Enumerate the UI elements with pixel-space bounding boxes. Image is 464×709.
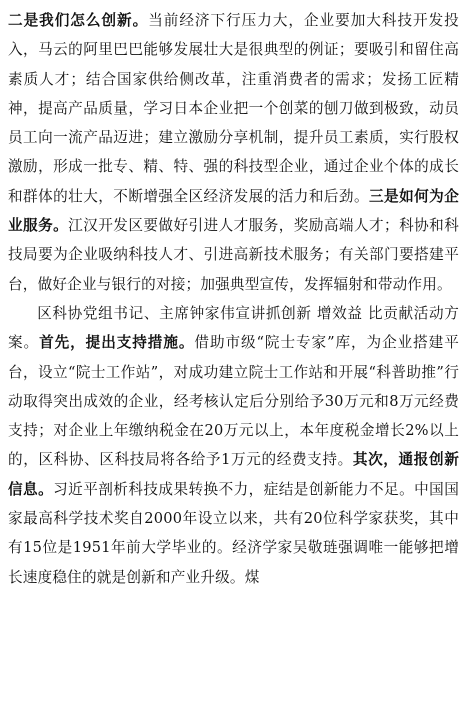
heading-run-innovation-info: 其次，通报创新信息。	[8, 451, 459, 498]
paragraph-2	[8, 299, 459, 592]
heading-run-support-measures: 首先，提出支持措施。	[39, 334, 195, 352]
text-run: 借助市级“院士专家”库，为企业搭建平台，设立“院士工作站”，对成功建立院士工作站和开展“科普助推”行动取得突出成效的企业，经考核认定后分别给予30万元和8万元经费支持；对企业上年缴纳税金在20万元以上，本年度税金增长2%以上的，区科协、区科技局将各给予1万元的经费支持。	[8, 334, 459, 469]
paragraph-1	[8, 6, 459, 299]
text-run: 区科协党组书记、主席钟家伟宣讲抓创新 增效益 比贡献活动方案。	[8, 304, 459, 352]
heading-run-how-to-serve: 三是如何为企业服务。	[8, 187, 459, 235]
text-run: 当前经济下行压力大，企业要加大科技开发投入，马云的阿里巴巴能够发展壮大是很典型的例证；要吸引和留住高素质人才；结合国家供给侧改革，注重消费者的需求；发扬工匠精神，提高产品质量，学习日本企业把一个创菜的刨刀做到极致，动员员工向一流产品迈进；建立激励分享机制，提升员工素质，实行股权激励，形成一批专、精、特、强的科技型企业，通过企业个体的成长和群体的壮大，不断增强全区经济发展的活力和后劲。	[8, 12, 459, 205]
text-run: 江汉开发区要做好引进人才服务，奖励高端人才；科协和科技局要为企业吸纳科技人才、引进高新技术服务；有关部门要搭建平台，做好企业与银行的对接；加强典型宣传，发挥辐射和带动作用。	[8, 217, 459, 293]
text-run: 习近平剖析科技成果转换不力，症结是创新能力不足。中国国家最高科学技术奖自2000年设立以来，共有20位科学家获奖，其中有15位是1951年前大学毕业的。经济学家吴敬琏强调唯一能够把增长速度稳住的就是创新和产业升级。煤	[8, 480, 459, 586]
heading-run-how-to-innovate: 二是我们怎么创新。	[8, 12, 149, 29]
